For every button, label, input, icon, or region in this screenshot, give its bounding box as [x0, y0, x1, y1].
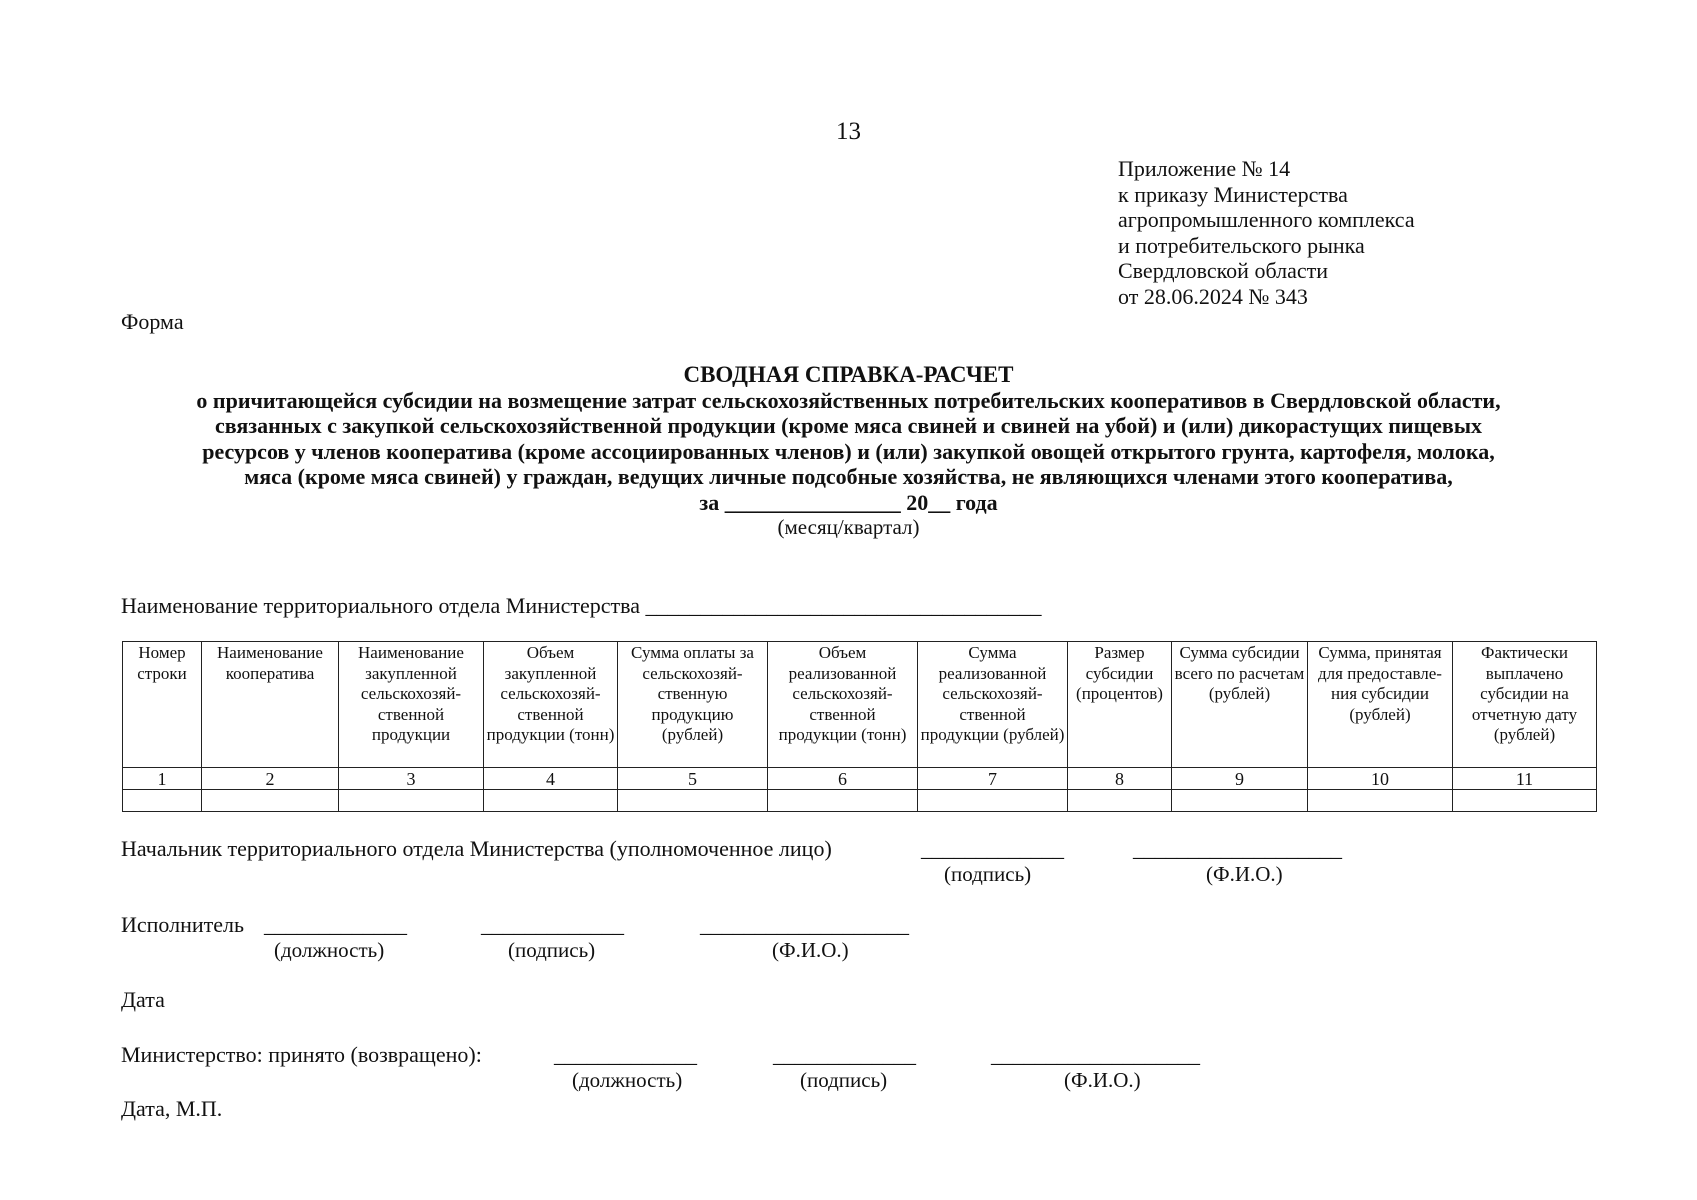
appendix-line: агропромышленного комплекса: [1118, 207, 1415, 232]
ministry-name-line[interactable]: ___________________: [991, 1042, 1200, 1067]
executor-label: Исполнитель: [121, 912, 245, 937]
ministry-label: Министерство: принято (возвращено):: [121, 1042, 482, 1067]
table-header-row: [123, 642, 1597, 768]
department-line: Наименование территориального отдела Министерства ____________________________________: [121, 593, 1042, 618]
appendix-line: и потребительского рынка: [1118, 232, 1365, 258]
table-row: [123, 790, 1597, 812]
column-number: 8: [1068, 768, 1172, 790]
table-cell[interactable]: [1068, 790, 1172, 812]
column-header: Фактически выплачено субсидии на отчетную дату (рублей): [1453, 642, 1597, 768]
table-cell[interactable]: [918, 790, 1068, 812]
appendix-line: от 28.06.2024 № 343: [1118, 283, 1308, 309]
head-signature-label: Начальник территориального отдела Министерства (уполномоченное лицо): [121, 836, 832, 861]
column-number: 10: [1308, 768, 1453, 790]
table-number-row: [123, 768, 1597, 790]
ministry-signature-caption: (подпись): [800, 1068, 888, 1092]
appendix-line: Свердловской области: [1118, 258, 1328, 283]
subsidy-table: [122, 641, 1597, 812]
column-header: Наименование кооператива: [202, 642, 339, 768]
table-cell[interactable]: [123, 790, 202, 812]
title-main: СВОДНАЯ СПРАВКА-РАСЧЕТ: [683, 362, 1014, 387]
column-number: 11: [1453, 768, 1597, 790]
form-label: Форма: [121, 309, 184, 334]
column-number: 4: [484, 768, 618, 790]
period-line: за ________________ 20__ года: [699, 489, 998, 515]
column-number: 6: [768, 768, 918, 790]
ministry-signature-line[interactable]: _____________: [773, 1042, 916, 1067]
page-number: 13: [836, 118, 861, 145]
title-line: мяса (кроме мяса свиней) у граждан, ведущих личные подсобные хозяйства, не являющихся членами этого кооператива,: [244, 464, 1453, 489]
head-name-line[interactable]: ___________________: [1133, 836, 1342, 861]
ministry-position-line[interactable]: _____________: [554, 1042, 697, 1067]
appendix-line: Приложение № 14: [1118, 156, 1291, 181]
executor-signature-line[interactable]: _____________: [481, 912, 624, 937]
table-cell[interactable]: [768, 790, 918, 812]
executor-name-line[interactable]: ___________________: [700, 912, 909, 937]
column-number: 3: [339, 768, 484, 790]
table-cell[interactable]: [202, 790, 339, 812]
table-cell[interactable]: [1453, 790, 1597, 812]
table-cell[interactable]: [1308, 790, 1453, 812]
ministry-position-caption: (должность): [572, 1068, 683, 1092]
table-cell[interactable]: [339, 790, 484, 812]
title-line: связанных с закупкой сельскохозяйственной продукции (кроме мяса свиней и свиней на убой) и (или) дикорастущих пищевых: [214, 413, 1482, 438]
date-label: Дата: [121, 987, 165, 1012]
column-header: Наименование закупленной сельскохозяй-ственной продукции: [339, 642, 484, 768]
executor-signature-caption: (подпись): [508, 938, 596, 962]
appendix-line: к приказу Министерства: [1118, 181, 1348, 207]
date-stamp-label: Дата, М.П.: [121, 1096, 223, 1121]
executor-position-caption: (должность): [274, 938, 385, 962]
column-number: 5: [618, 768, 768, 790]
executor-position-line[interactable]: _____________: [264, 912, 407, 937]
column-number: 9: [1172, 768, 1308, 790]
table-cell[interactable]: [1172, 790, 1308, 812]
executor-name-caption: (Ф.И.О.): [772, 938, 849, 962]
title-line: ресурсов у членов кооператива (кроме ассоциированных членов) и (или) закупкой овощей открытого грунта, картофеля, молока,: [202, 438, 1495, 464]
column-number: 1: [123, 768, 202, 790]
appendix-block: [1118, 156, 1415, 309]
column-header: Сумма субсидии всего по расчетам (рублей): [1172, 642, 1308, 768]
document-title: [0, 362, 1697, 541]
column-header: Объем реализованной сельскохозяй-ственной продукции (тонн): [768, 642, 918, 768]
column-number: 2: [202, 768, 339, 790]
column-number: 7: [918, 768, 1068, 790]
column-header: Объем закупленной сельскохозяй-ственной продукции (тонн): [484, 642, 618, 768]
title-line: о причитающейся субсидии на возмещение затрат сельскохозяйственных потребительских кооперативов в Свердловской области,: [196, 387, 1501, 413]
head-signature-line[interactable]: _____________: [921, 836, 1064, 861]
table-cell[interactable]: [484, 790, 618, 812]
column-header: Сумма оплаты за сельскохозяй-ственную продукцию (рублей): [618, 642, 768, 768]
ministry-name-caption: (Ф.И.О.): [1064, 1068, 1141, 1092]
column-header: Номер строки: [123, 642, 202, 768]
column-header: Сумма реализованной сельскохозяй-ственной продукции (рублей): [918, 642, 1068, 768]
period-caption: (месяц/квартал): [777, 515, 920, 539]
head-signature-caption: (подпись): [944, 862, 1032, 886]
column-header: Размер субсидии (процентов): [1068, 642, 1172, 768]
table-cell[interactable]: [618, 790, 768, 812]
head-name-caption: (Ф.И.О.): [1206, 862, 1283, 886]
column-header: Сумма, принятая для предоставле-ния субсидии (рублей): [1308, 642, 1453, 768]
